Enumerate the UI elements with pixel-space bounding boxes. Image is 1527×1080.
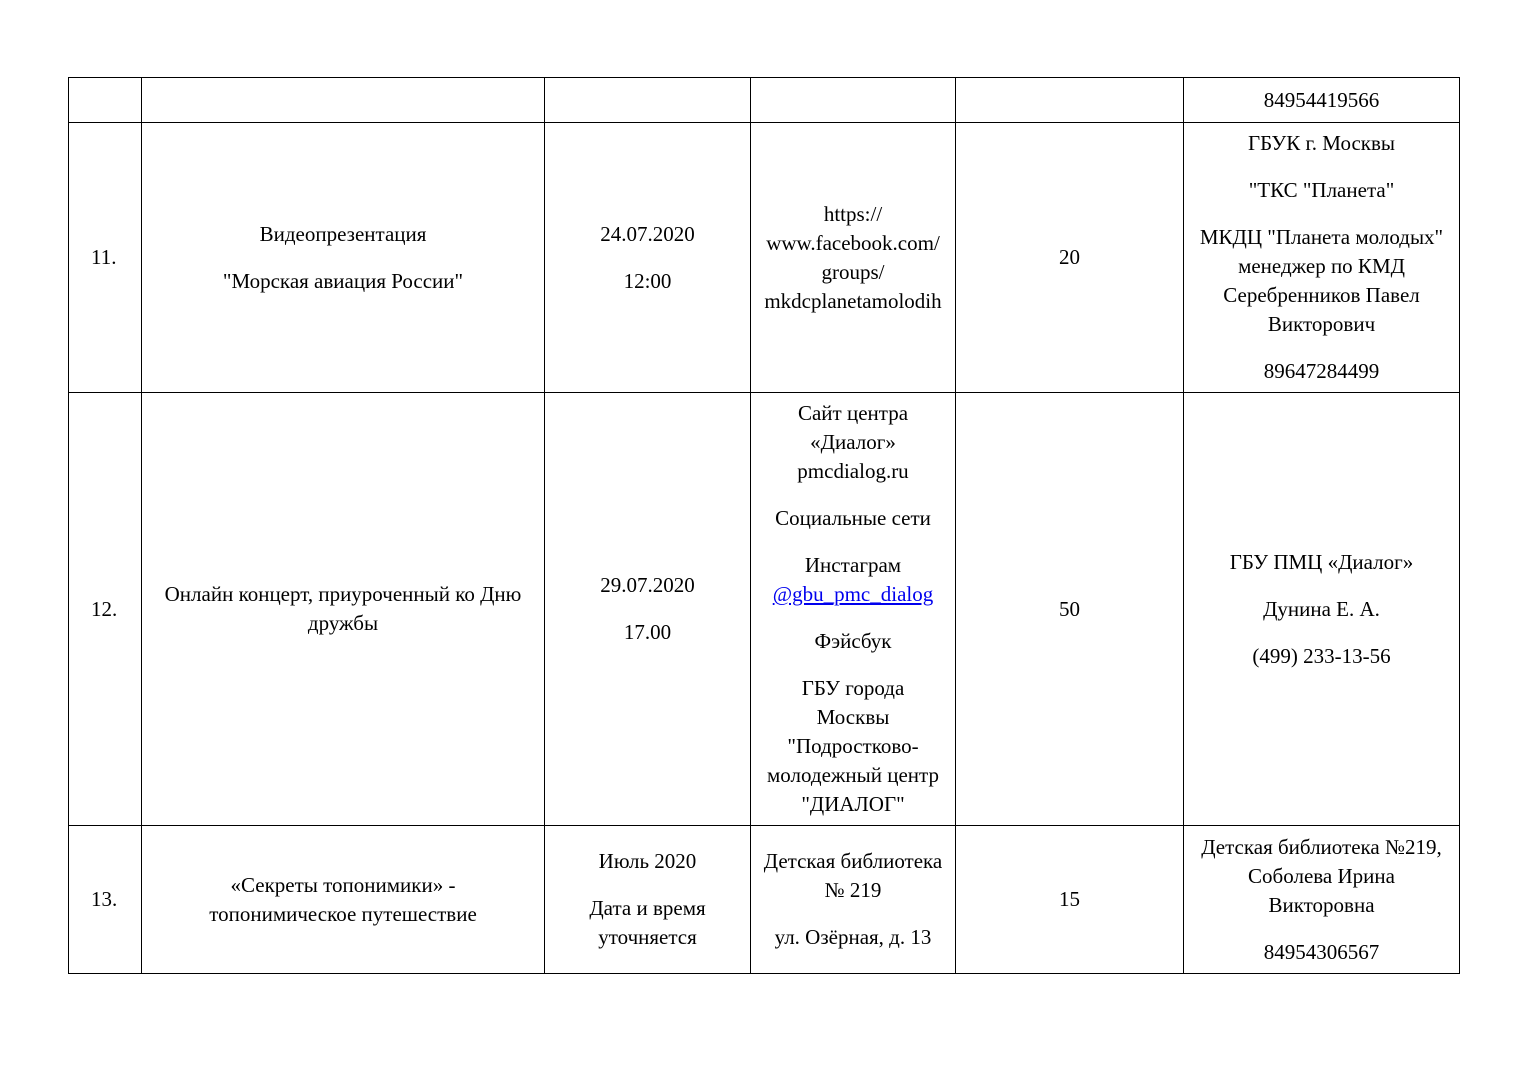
- event-date: 29.07.2020: [600, 573, 695, 597]
- place-cell: [751, 826, 956, 974]
- place-line: молодежный центр: [767, 763, 939, 787]
- contact-phone: 84954306567: [1263, 939, 1380, 964]
- contact-line: "ТКС "Планета": [1248, 178, 1395, 202]
- contact-line: ГБУ ПМЦ «Диалог»: [1229, 549, 1414, 574]
- contact-line: Детская библиотека №219,: [1201, 834, 1442, 859]
- place-line: Москвы: [816, 705, 890, 729]
- place-cell: [751, 393, 956, 826]
- row-number: 13.: [69, 826, 142, 974]
- place-line: Социальные сети: [775, 506, 931, 530]
- event-line: Видеопрезентация: [259, 221, 427, 246]
- event-time: Дата и время: [589, 896, 706, 920]
- event-date: Июль 2020: [598, 849, 697, 873]
- place-cell: [751, 78, 956, 123]
- events-table: [68, 77, 1460, 974]
- event-line: Онлайн концерт, приуроченный ко Дню: [164, 582, 522, 606]
- contact-line: Серебренников Павел: [1223, 283, 1420, 307]
- contact-phone: 89647284499: [1263, 359, 1380, 383]
- participants-cell: 15: [956, 826, 1184, 974]
- place-line: Инстаграм: [804, 553, 902, 577]
- place-line: mkdcplanetamolodih: [764, 288, 942, 313]
- contact-line: Викторовна: [1268, 892, 1375, 917]
- place-line: "ДИАЛОГ": [801, 792, 905, 816]
- place-line: ул. Озёрная, д. 13: [774, 925, 932, 949]
- contact-line: Викторович: [1267, 312, 1376, 336]
- place-line: "Подростково-: [787, 734, 919, 758]
- place-line: Фэйсбук: [814, 629, 892, 653]
- table-row: [69, 123, 1460, 393]
- contact-line: менеджер по КМД: [1238, 254, 1405, 278]
- participants-cell: 20: [956, 123, 1184, 393]
- date-cell: [545, 78, 751, 123]
- event-time: уточняется: [598, 925, 697, 949]
- participants-cell: 50: [956, 393, 1184, 826]
- event-time: 12:00: [623, 268, 672, 293]
- place-line: groups/: [821, 259, 885, 284]
- date-cell: [545, 123, 751, 393]
- place-line: https://: [823, 201, 883, 226]
- table-row: [69, 826, 1460, 974]
- place-line: № 219: [824, 878, 882, 902]
- event-line: «Секреты топонимики» -: [230, 872, 456, 897]
- row-number: [69, 78, 142, 123]
- contact-line: Соболева Ирина: [1248, 863, 1395, 888]
- contact-cell: [1184, 826, 1460, 974]
- place-cell: [751, 123, 956, 393]
- contact-line: ГБУК г. Москвы: [1247, 131, 1396, 155]
- event-cell: [142, 123, 545, 393]
- contact-cell: [1184, 393, 1460, 826]
- event-line: топонимическое путешествие: [209, 901, 477, 926]
- date-cell: [545, 393, 751, 826]
- event-line: "Морская авиация России": [222, 268, 464, 293]
- event-cell: [142, 393, 545, 826]
- event-cell: [142, 78, 545, 123]
- contact-line: МКДЦ "Планета молодых": [1199, 225, 1444, 249]
- place-line: «Диалог»: [810, 430, 896, 454]
- participants-cell: [956, 78, 1184, 123]
- contact-phone: 84954419566: [1263, 87, 1380, 112]
- place-line: Детская библиотека: [763, 849, 943, 873]
- place-line: pmcdialog.ru: [797, 459, 909, 483]
- event-line: дружбы: [307, 611, 379, 635]
- contact-cell: [1184, 78, 1460, 123]
- contact-cell: [1184, 123, 1460, 393]
- table-row: [69, 393, 1460, 826]
- event-time: 17.00: [623, 620, 672, 644]
- table-row: [69, 78, 1460, 123]
- contact-phone: (499) 233-13-56: [1252, 643, 1391, 668]
- place-line: ГБУ города: [801, 676, 905, 700]
- date-cell: [545, 826, 751, 974]
- event-date: 24.07.2020: [600, 221, 695, 246]
- contact-line: Дунина Е. А.: [1263, 596, 1380, 621]
- row-number: 11.: [69, 123, 142, 393]
- place-line: www.facebook.com/: [766, 230, 940, 255]
- event-cell: [142, 826, 545, 974]
- instagram-link[interactable]: @gbu_pmc_dialog: [772, 582, 934, 606]
- row-number: 12.: [69, 393, 142, 826]
- place-line: Сайт центра: [797, 401, 909, 425]
